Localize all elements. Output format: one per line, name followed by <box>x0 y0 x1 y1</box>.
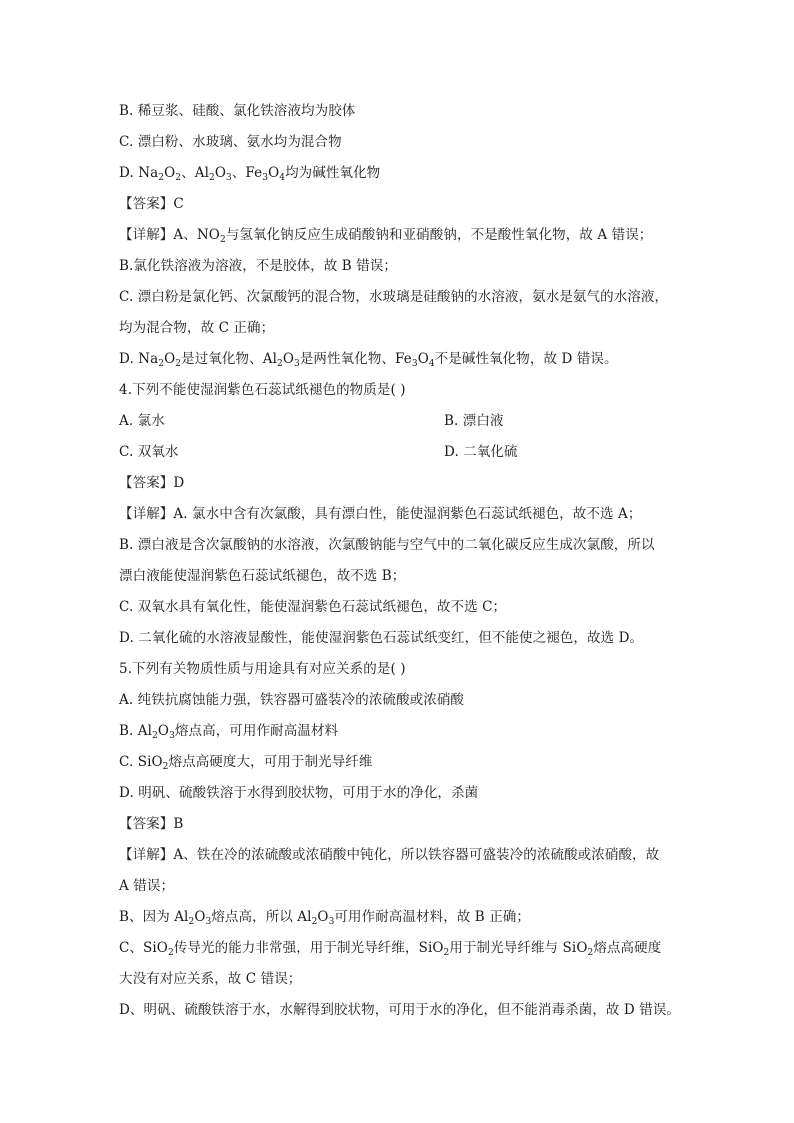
text-run: B. 漂白液是含次氯酸钠的水溶液，次氯酸钠能与空气中的二氧化碳反应生成次氯酸，所以 <box>119 536 655 553</box>
text-run: C. 漂白粉是氯化钙、次氯酸钙的混合物，水玻璃是硅酸钠的水溶液，氨水是氨气的水溶液， <box>119 288 669 305</box>
text-line <box>119 257 397 275</box>
text-run: B. Al <box>119 722 153 739</box>
text-line <box>119 443 179 461</box>
text-run: 用于制光导纤维与 SiO <box>449 939 588 956</box>
text-line <box>119 877 174 895</box>
text-run: 【答案】C <box>119 195 184 212</box>
text-run: O <box>157 722 170 739</box>
subscript: 2 <box>311 916 318 927</box>
text-line <box>119 102 355 120</box>
subscript: 2 <box>167 947 174 958</box>
subscript: 2 <box>277 358 283 369</box>
text-run: D. 二氧化硫的水溶液显酸性，能使湿润紫色石蕊试纸变红，但不能使之褪色，故选 D。 <box>119 629 644 646</box>
text-run: 可用作耐高温材料，故 B 正确； <box>334 908 531 925</box>
text-run: A 错误； <box>119 877 175 894</box>
text-run: B.氯化铁溶液为溶液，不是胶体，故 B 错误； <box>119 257 398 274</box>
text-line <box>119 691 464 709</box>
text-line <box>119 536 655 554</box>
text-run: O <box>164 164 176 181</box>
text-run: C. 双氧水具有氧化性，能使湿润紫色石蕊试纸褪色，故不选 C； <box>119 598 507 615</box>
text-line <box>119 1001 680 1019</box>
text-line <box>119 195 184 213</box>
text-run: 大没有对应关系，故 C 错误； <box>119 970 302 987</box>
text-run: D. Na <box>119 350 159 367</box>
text-run: O <box>268 164 280 181</box>
text-line <box>119 412 165 430</box>
text-run: 、Fe <box>231 164 263 181</box>
text-run: C. SiO <box>119 753 163 770</box>
text-run: 熔点高硬度大，可用于制光导纤维 <box>168 753 373 770</box>
option-right-column <box>444 412 504 430</box>
subscript: 3 <box>262 172 269 183</box>
option-right-column <box>444 443 518 461</box>
text-line <box>119 598 506 616</box>
text-line <box>119 381 406 399</box>
text-line <box>119 753 373 771</box>
text-line <box>119 629 643 647</box>
subscript: 3 <box>205 916 212 927</box>
text-line <box>119 350 618 368</box>
text-line <box>119 722 338 740</box>
text-line <box>119 319 274 337</box>
text-run: 与氢氧化钠反应生成硝酸钠和亚硝酸钠，不是酸性氧化物，故 A 错误； <box>225 226 653 243</box>
subscript: 4 <box>279 172 286 183</box>
text-run: D. Na <box>119 164 159 181</box>
text-line <box>119 970 301 988</box>
text-run: B. 稀豆浆、硅酸、氯化铁溶液均为胶体 <box>119 102 356 119</box>
text-run: 熔点高，可用作耐高温材料 <box>174 722 339 739</box>
subscript: 3 <box>411 358 418 369</box>
text-run: O <box>194 908 206 925</box>
subscript: 2 <box>188 916 195 927</box>
text-line <box>119 567 405 585</box>
subscript: 2 <box>175 358 182 369</box>
subscript: 2 <box>158 172 165 183</box>
text-run: O <box>417 350 429 367</box>
text-run: D. 二氧化硫 <box>444 443 518 460</box>
text-line <box>119 133 342 151</box>
text-run: B. 漂白液 <box>444 412 504 429</box>
text-run: 均为碱性氧化物 <box>285 164 381 181</box>
text-run: 、Al <box>181 164 209 181</box>
text-run: O <box>317 908 329 925</box>
subscript: 3 <box>294 358 300 369</box>
text-run: 不是碱性氧化物，故 D 错误。 <box>434 350 618 367</box>
text-run: 熔点高硬度 <box>593 939 662 956</box>
text-line <box>119 226 652 244</box>
subscript: 2 <box>587 947 594 958</box>
subscript: 2 <box>162 761 169 772</box>
text-run: 【详解】A. 氯水中含有次氯酸，具有漂白性，能使湿润紫色石蕊试纸褪色，故不选 A； <box>119 505 642 522</box>
text-run: O <box>282 350 294 367</box>
subscript: 2 <box>219 234 226 245</box>
text-line <box>119 505 641 523</box>
text-run: B、因为 Al <box>119 908 189 925</box>
text-line <box>119 474 184 492</box>
text-run: 5.下列有关物质性质与用途具有对应关系的是( ) <box>119 660 406 677</box>
subscript: 4 <box>428 358 435 369</box>
text-run: C、SiO <box>119 939 168 956</box>
subscript: 2 <box>158 358 165 369</box>
text-line <box>119 815 183 833</box>
text-run: 【详解】A、NO <box>119 226 220 243</box>
text-run: 是两性氧化物、Fe <box>299 350 412 367</box>
subscript: 2 <box>152 730 158 741</box>
text-run: 均为混合物，故 C 正确； <box>119 319 275 336</box>
subscript: 2 <box>209 172 215 183</box>
text-line <box>119 939 661 957</box>
text-run: 漂白液能使湿润紫色石蕊试纸褪色，故不选 B； <box>119 567 406 584</box>
text-run: D、明矾、硫酸铁溶于水，水解得到胶状物，可用于水的净化，但不能消毒杀菌，故 D 错误。 <box>119 1001 681 1018</box>
text-run: 4.下列不能使湿润紫色石蕊试纸褪色的物质是( ) <box>119 381 406 398</box>
text-run: O <box>164 350 176 367</box>
text-run: O <box>214 164 226 181</box>
text-line <box>119 288 668 306</box>
text-run: 【详解】A、铁在冷的浓硫酸或浓硝酸中钝化，所以铁容器可盛装冷的浓硫酸或浓硝酸，故 <box>119 846 660 863</box>
text-run: 传导光的能力非常强，用于制光导纤维，SiO <box>173 939 444 956</box>
text-line <box>119 908 530 926</box>
text-line <box>119 164 380 182</box>
text-line <box>119 846 659 864</box>
subscript: 3 <box>226 172 232 183</box>
text-run: A. 纯铁抗腐蚀能力强，铁容器可盛装冷的浓硫酸或浓硝酸 <box>119 691 465 708</box>
text-run: 熔点高，所以 Al <box>211 908 312 925</box>
text-line <box>119 784 478 802</box>
text-run: C. 漂白粉、水玻璃、氨水均为混合物 <box>119 133 342 150</box>
subscript: 2 <box>175 172 182 183</box>
text-run: D. 明矾、硫酸铁溶于水得到胶状物，可用于水的净化，杀菌 <box>119 784 479 801</box>
subscript: 3 <box>169 730 175 741</box>
subscript: 3 <box>328 916 335 927</box>
text-run: 是过氧化物、Al <box>181 350 277 367</box>
text-run: A. 氯水 <box>119 412 165 429</box>
subscript: 2 <box>443 947 450 958</box>
text-line <box>119 660 406 678</box>
text-run: 【答案】D <box>119 474 185 491</box>
text-run: 【答案】B <box>119 815 184 832</box>
text-run: C. 双氧水 <box>119 443 179 460</box>
